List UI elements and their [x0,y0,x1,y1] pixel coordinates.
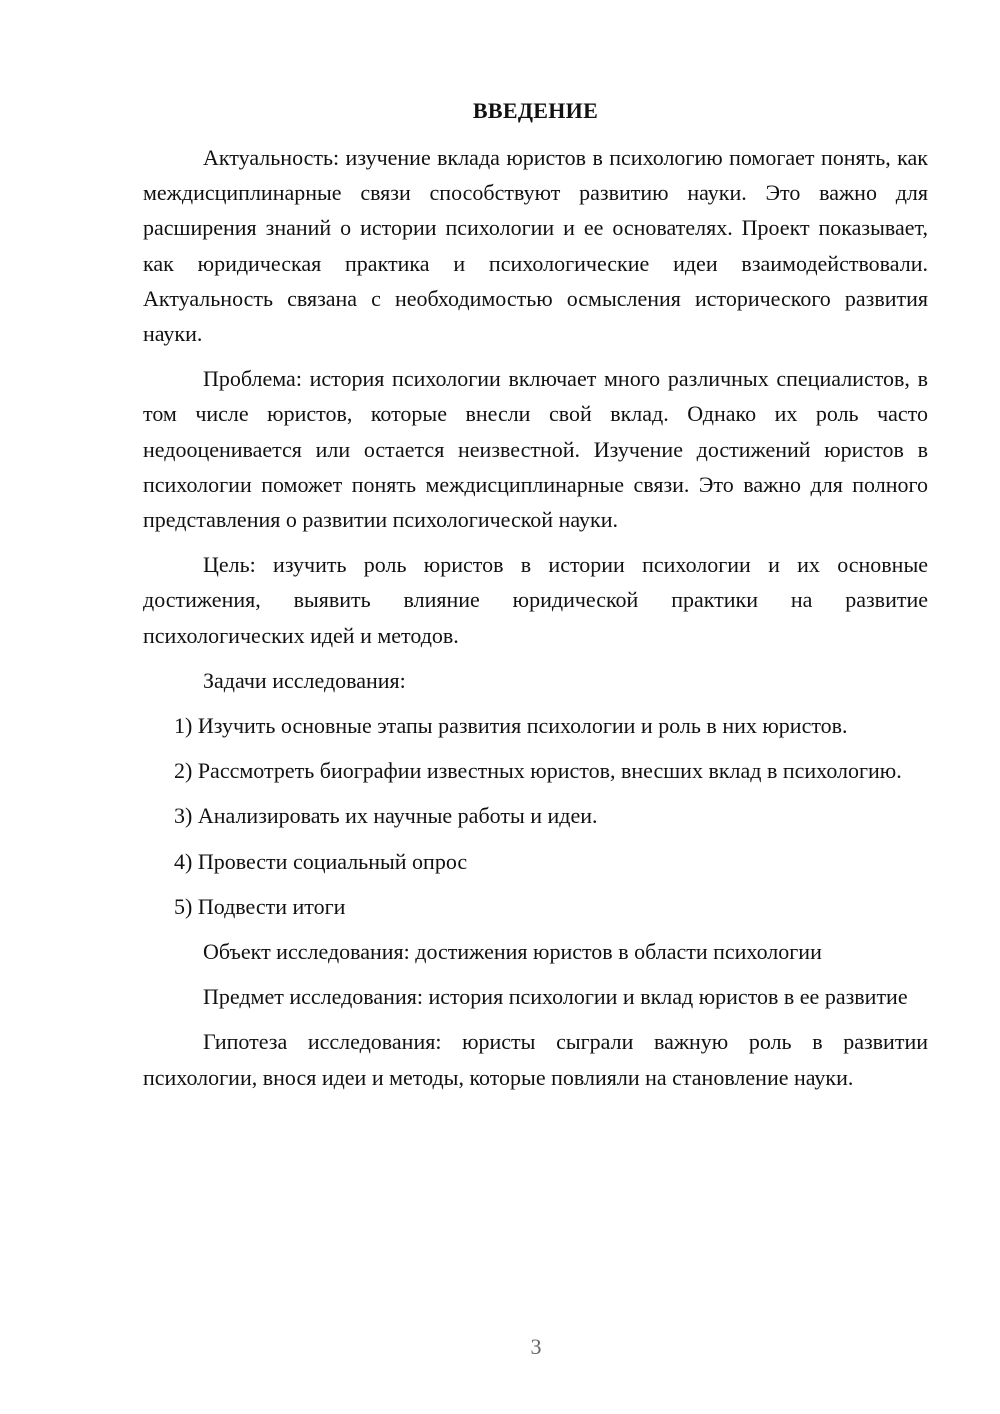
task-item-3: 3) Анализировать их научные работы и идеи. [174,803,598,829]
research-object-paragraph: Объект исследования: достижения юристов в области психологии [203,939,822,965]
document-page [143,96,928,1105]
task-item-5: 5) Подвести итоги [174,893,346,919]
page-number: 3 [530,1334,542,1359]
problem-paragraph: Проблема: история психологии включает много различных специалистов, в том числе юристов, которые внесли свой вклад. Однако их роль часто недооценивается или остается неизвестной. Изучение достижений юристов в психологии поможет понять междисциплинарные связи. Это важно для полного представления о развитии психологической науки. [143,366,928,533]
goal-paragraph: Цель: изучить роль юристов в истории психологии и их основные достижения, выявить влияние юридической практики на развитие психологических идей и методов. [143,552,928,648]
hypothesis-paragraph: Гипотеза исследования: юристы сыграли важную роль в развитии психологии, внося идеи и методы, которые повлияли на становление науки. [143,1029,928,1090]
research-subject-paragraph: Предмет исследования: история психологии и вклад юристов в ее развитие [203,984,908,1010]
relevance-paragraph: Актуальность: изучение вклада юристов в психологию помогает понять, как междисциплинарные связи способствуют развитию науки. Это важно для расширения знаний о истории психологии и ее основателях. Проект показывает, как юридическая практика и психологические идеи взаимодействовали. Актуальность связана с необходимостью осмысления исторического развития науки. [143,145,928,347]
task-item-2: 2) Рассмотреть биографии известных юристов, внесших вклад в психологию. [174,758,902,784]
page-title: ВВЕДЕНИЕ [472,98,599,123]
tasks-heading: Задачи исследования: [203,667,406,693]
task-item-4: 4) Провести социальный опрос [174,848,468,874]
task-item-1: 1) Изучить основные этапы развития психологии и роль в них юристов. [174,713,848,739]
